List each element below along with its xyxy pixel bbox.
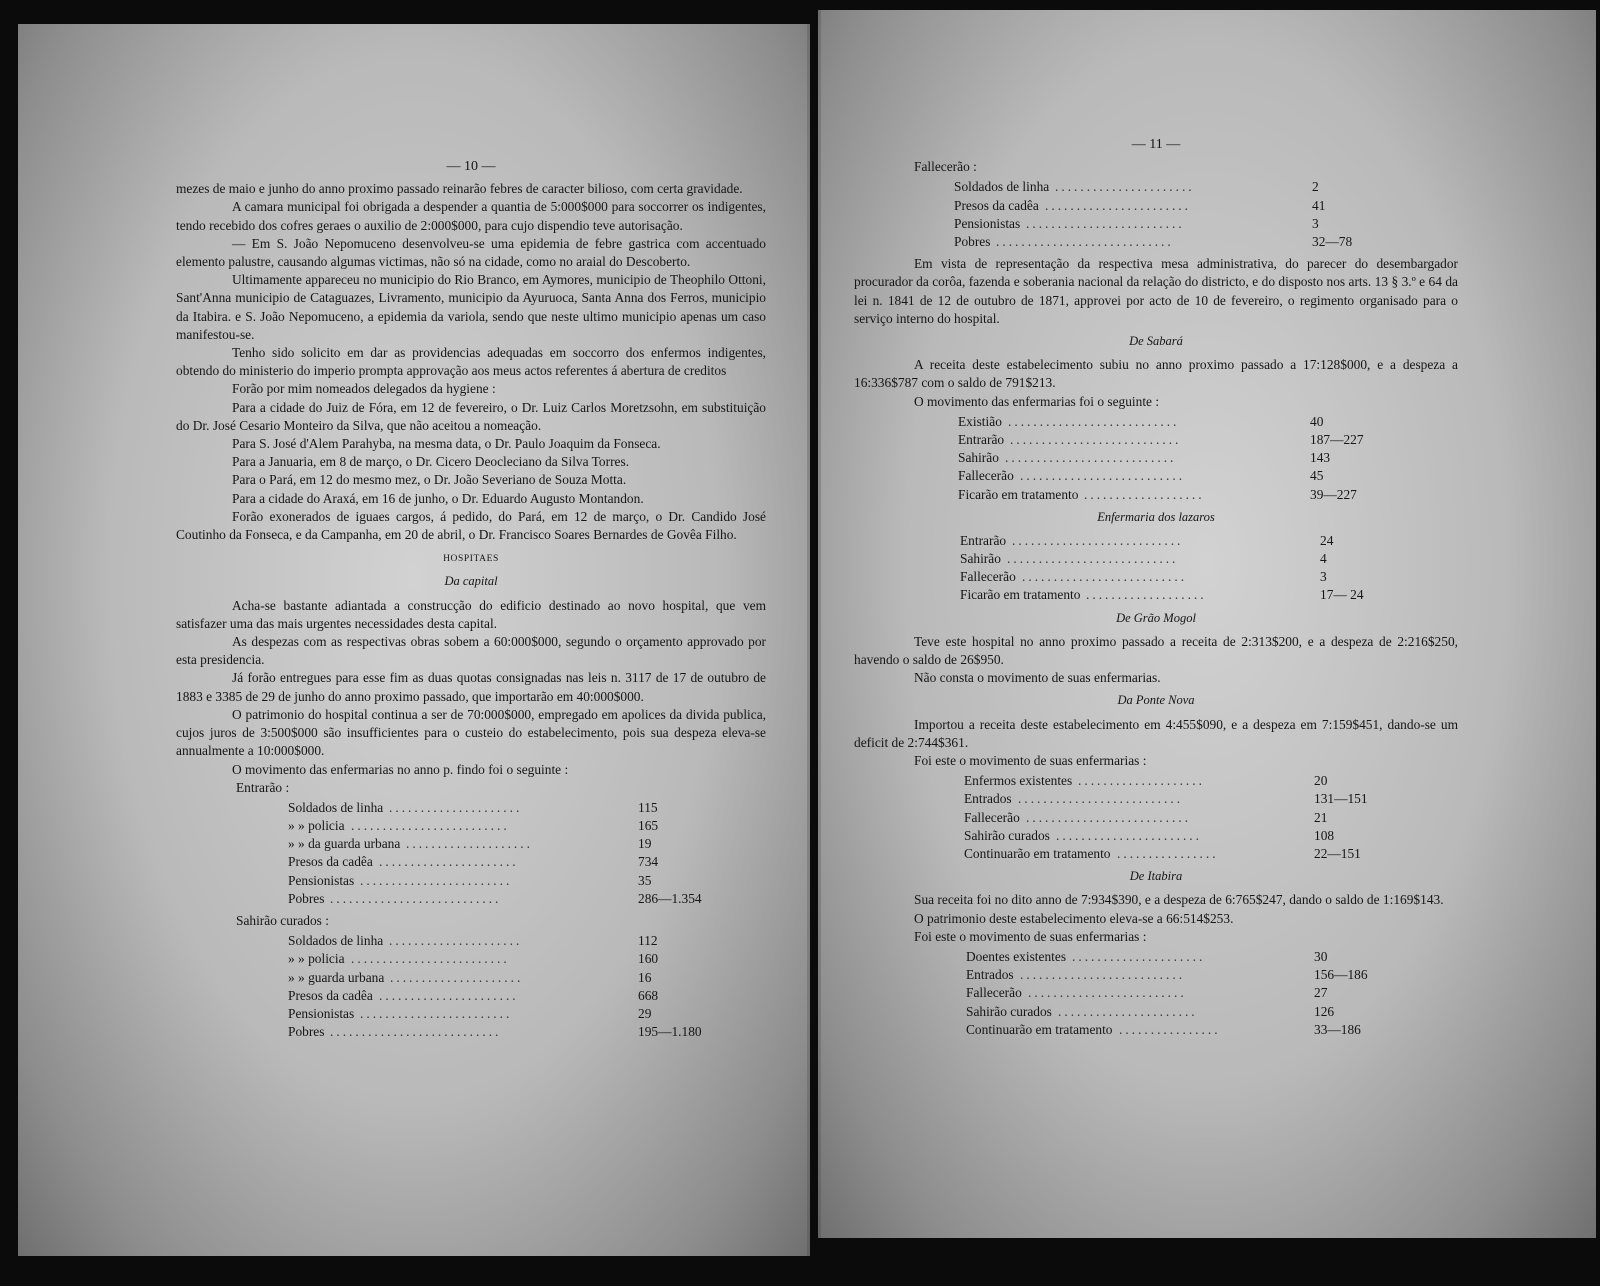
dot-leader: ................ [1119, 1021, 1221, 1037]
table-label-fallecerao: Fallecerão : [914, 159, 977, 175]
row-label: Pobres [954, 233, 991, 249]
paragraph: A camara municipal foi obrigada a despender a quantia de 5:000$000 para soccorrer os indigentes, tendo recebido dos cofres geraes o auxilio de 2:000$000, para cujo dispendio teve autorisação. [176, 199, 766, 233]
table-row [176, 987, 766, 1005]
dot-leader: ........................... [330, 1024, 502, 1040]
row-value: 3 [1320, 569, 1327, 585]
table-row [176, 835, 766, 853]
dot-leader: .................... [406, 836, 533, 852]
row-value: 45 [1310, 468, 1324, 484]
row-label: » » policia [288, 818, 345, 834]
table-row [854, 772, 1458, 790]
dot-leader: ...................... [1055, 179, 1195, 195]
paragraph: Já forão entregues para esse fim as duas quotas consignadas nas leis n. 3117 de 17 de outubro de 1883 e 3385 de 29 de junho do anno proximo passado, que importarão em 40:000$000. [176, 670, 766, 704]
paragraph: O patrimonio deste estabelecimento eleva-se a 66:514$253. [914, 910, 1234, 926]
row-label: Pobres [288, 1024, 325, 1040]
paragraph: Forão por mim nomeados delegados da hygiene : [232, 381, 496, 397]
dot-leader: .......................... [1018, 791, 1184, 807]
paragraph: Teve este hospital no anno proximo passado a receita de 2:313$200, e a despeza de 2:216$250, havendo o saldo de 26$950. [854, 633, 1458, 668]
fallecerao-table [854, 178, 1458, 251]
dot-leader: ........................... [1012, 532, 1184, 548]
ponte-nova-table [854, 772, 1458, 863]
table-row [854, 486, 1458, 504]
row-value: 131—151 [1314, 791, 1368, 807]
row-value: 39—227 [1310, 486, 1357, 502]
subsection-title: Da Ponte Nova [1117, 693, 1195, 708]
row-value: 24 [1320, 532, 1334, 548]
subsection-title: Enfermaria dos lazaros [1097, 509, 1215, 524]
row-label: Sahirão [958, 450, 999, 466]
dot-leader: ................ [1117, 846, 1219, 862]
section-title: HOSPITAES [443, 554, 499, 565]
dot-leader: ........................ [360, 1005, 513, 1021]
row-value: 143 [1310, 450, 1331, 466]
row-value: 41 [1312, 197, 1326, 213]
table-row [176, 799, 766, 817]
row-value: 16 [638, 969, 652, 985]
row-label: Entrados [966, 967, 1014, 983]
row-value: 108 [1314, 827, 1335, 843]
row-value: 160 [638, 951, 659, 967]
dot-leader: .......................... [1020, 967, 1186, 983]
table-row [854, 467, 1458, 485]
dot-leader: ........................... [1008, 413, 1180, 429]
dot-leader: ...................... [379, 854, 519, 870]
row-value: 112 [638, 933, 658, 949]
row-value: 21 [1314, 809, 1328, 825]
paragraph: Foi este o movimento de suas enfermarias : [914, 753, 1147, 769]
table-row [854, 197, 1458, 215]
row-value: 27 [1314, 985, 1328, 1001]
row-value: 32—78 [1312, 233, 1353, 249]
dot-leader: ......................... [351, 951, 510, 967]
row-label: Continuarão em tratamento [964, 846, 1111, 862]
table-row [854, 586, 1458, 604]
row-label: Enfermos existentes [964, 773, 1073, 789]
dot-leader: ........................... [1007, 551, 1179, 567]
dot-leader: ..................... [390, 969, 524, 985]
table-row [854, 233, 1458, 251]
left-page [18, 24, 810, 1256]
paragraph: Para o Pará, em 12 do mesmo mez, o Dr. João Severiano de Souza Motta. [232, 472, 627, 488]
row-label: Pensionistas [288, 1005, 355, 1021]
row-label: Entrarão [960, 532, 1007, 548]
subsection-title: De Grão Mogol [1116, 610, 1196, 625]
table-row [854, 215, 1458, 233]
row-label: Ficarão em tratamento [960, 587, 1081, 603]
page-edge [818, 10, 821, 1238]
paragraph: O patrimonio do hospital continua a ser de 70:000$000, empregado em apolices da divida publica, cujos juros de 3:500$000 são insufficientes para o custeio do estabelecimento, pois sua despeza eleva-se annualmente a 10:000$000. [176, 706, 766, 759]
row-label: Soldados de linha [954, 179, 1050, 195]
row-label: Sahirão curados [966, 1003, 1052, 1019]
row-value: 30 [1314, 949, 1328, 965]
table-row [176, 853, 766, 871]
table-row [854, 1003, 1458, 1021]
table-row [854, 966, 1458, 984]
row-value: 40 [1310, 413, 1324, 429]
table-row [176, 817, 766, 835]
row-label: Fallecerão [960, 569, 1016, 585]
sahirao-table [176, 932, 766, 1041]
row-label: Presos da cadêa [954, 197, 1039, 213]
page-number-left: — 10 — [446, 159, 496, 174]
paragraph: Para a cidade do Araxá, em 16 de junho, o Dr. Eduardo Augusto Montandon. [232, 490, 644, 506]
row-label: Pensionistas [954, 215, 1021, 231]
paragraph: Para a Januaria, em 8 de março, o Dr. Cicero Deocleciano da Silva Torres. [232, 454, 630, 470]
page-number-right: — 11 — [1131, 137, 1181, 152]
row-label: » » policia [288, 951, 345, 967]
row-label: Entrarão [958, 431, 1005, 447]
table-row [176, 950, 766, 968]
table-row [176, 890, 766, 908]
subsection-title: De Sabará [1129, 333, 1183, 348]
table-row [854, 413, 1458, 431]
dot-leader: ...................... [379, 987, 519, 1003]
table-row [854, 809, 1458, 827]
row-value: 19 [638, 836, 652, 852]
table-row [854, 550, 1458, 568]
entrarao-table [176, 799, 766, 908]
dot-leader: ........................... [1005, 450, 1177, 466]
dot-leader: ........................... [1010, 431, 1182, 447]
paragraph: Ultimamente appareceu no municipio do Rio Branco, em Aymores, municipio de Theophilo Ottoni, Sant'Anna municipio de Cataguazes, Livramento, municipio da Ayuruoca, Santa Anna dos Ferros, municipio da Itabira. e S. João Nepomuceno, a epidemia da variola, sendo que neste ultimo municipio apenas um caso manifestou-se. [176, 272, 766, 342]
table-row [176, 1023, 766, 1041]
table-row [854, 532, 1458, 550]
paragraph: — Em S. João Nepomuceno desenvolveu-se uma epidemia de febre gastrica com accentuado elemento palustre, causando algumas victimas, não só na cidade, como no araial do Descoberto. [176, 235, 766, 270]
dot-leader: ................... [1086, 587, 1207, 603]
row-label: Pobres [288, 890, 325, 906]
table-row [176, 872, 766, 890]
row-label: » » da guarda urbana [288, 836, 401, 852]
dot-leader: .......................... [1022, 569, 1188, 585]
table-row [854, 827, 1458, 845]
row-value: 165 [638, 818, 659, 834]
paragraph: Para a cidade do Juiz de Fóra, em 12 de fevereiro, o Dr. Luiz Carlos Moretzsohn, em substituição do Dr. José Cesario Monteiro da Silva, que não aceitou a nomeação. [176, 399, 766, 433]
paragraph: Tenho sido solicito em dar as providencias adequadas em soccorro dos enfermos indigentes, obtendo do ministerio do imperio prompta approvação aos meus actos referentes á abertura de creditos [176, 345, 766, 379]
row-label: Existião [958, 413, 1002, 429]
paragraph: Sua receita foi no dito anno de 7:934$390, e a despeza de 6:765$247, dando o saldo de 1:169$143. [914, 892, 1444, 908]
table-label-entrarao: Entrarão : [236, 779, 290, 795]
paragraph: Acha-se bastante adiantada a construcção do edificio destinado ao novo hospital, que vem satisfazer uma das mais urgentes necessidades desta capital. [176, 597, 766, 631]
dot-leader: ........................... [330, 890, 502, 906]
row-value: 156—186 [1314, 967, 1368, 983]
subsection-title: Da capital [444, 574, 498, 589]
row-label: » » guarda urbana [288, 969, 385, 985]
dot-leader: ..................... [389, 799, 523, 815]
dot-leader: ......................... [1026, 215, 1185, 231]
left-page-body [176, 158, 766, 1045]
row-value: 195—1.180 [638, 1024, 702, 1040]
dot-leader: ......................... [351, 818, 510, 834]
lazaros-table [854, 532, 1458, 605]
row-label: Fallecerão [958, 468, 1014, 484]
row-value: 29 [638, 1005, 652, 1021]
paragraph: O movimento das enfermarias foi o seguinte : [914, 393, 1160, 409]
paragraph: Importou a receita deste estabelecimento em 4:455$090, e a despeza em 7:159$451, dando-se um deficit de 2:744$361. [854, 716, 1458, 750]
table-row [854, 449, 1458, 467]
table-row [854, 1021, 1458, 1039]
row-value: 286—1.354 [638, 890, 702, 906]
row-label: Soldados de linha [288, 799, 384, 815]
paragraph: mezes de maio e junho do anno proximo passado reinarão febres de caracter bilioso, com certa gravidade. [176, 181, 743, 197]
row-value: 126 [1314, 1003, 1335, 1019]
row-value: 2 [1312, 179, 1319, 195]
paragraph: Não consta o movimento de suas enfermarias. [914, 670, 1161, 686]
row-label: Fallecerão [966, 985, 1022, 1001]
dot-leader: ......................... [1028, 985, 1187, 1001]
table-row [854, 568, 1458, 586]
dot-leader: ..................... [389, 933, 523, 949]
subsection-title: De Itabira [1129, 869, 1183, 884]
dot-leader: ....................... [1045, 197, 1191, 213]
row-label: Entrados [964, 791, 1012, 807]
table-row [854, 984, 1458, 1002]
dot-leader: .......................... [1020, 468, 1186, 484]
itabira-table [854, 948, 1458, 1039]
dot-leader: ....................... [1056, 827, 1202, 843]
row-value: 4 [1320, 551, 1327, 567]
row-value: 115 [638, 799, 658, 815]
dot-leader: ................... [1084, 486, 1205, 502]
row-value: 17— 24 [1320, 587, 1364, 603]
row-label: Soldados de linha [288, 933, 384, 949]
row-value: 3 [1312, 215, 1319, 231]
paragraph: As despezas com as respectivas obras sobem a 60:000$000, segundo o orçamento approvado por esta presidencia. [176, 634, 766, 668]
dot-leader: ...................... [1058, 1003, 1198, 1019]
table-row [176, 969, 766, 987]
row-label: Sahirão curados [964, 827, 1050, 843]
table-row [854, 431, 1458, 449]
paragraph: Foi este o movimento de suas enfermarias : [914, 928, 1147, 944]
table-row [854, 178, 1458, 196]
row-label: Continuarão em tratamento [966, 1021, 1113, 1037]
dot-leader: ........................ [360, 872, 513, 888]
row-value: 35 [638, 872, 652, 888]
row-label: Pensionistas [288, 872, 355, 888]
sabara-table [854, 413, 1458, 504]
row-value: 33—186 [1314, 1021, 1361, 1037]
dot-leader: .................... [1078, 773, 1205, 789]
right-page-body [854, 136, 1458, 1043]
table-row [176, 1005, 766, 1023]
table-row [854, 845, 1458, 863]
row-label: Presos da cadêa [288, 854, 373, 870]
row-label: Doentes existentes [966, 949, 1067, 965]
table-row [176, 932, 766, 950]
dot-leader: .......................... [1026, 809, 1192, 825]
row-value: 734 [638, 854, 659, 870]
row-label: Sahirão [960, 551, 1001, 567]
row-value: 668 [638, 987, 659, 1003]
row-value: 20 [1314, 773, 1328, 789]
right-page [818, 10, 1596, 1238]
page-edge [807, 24, 810, 1256]
paragraph: Forão exonerados de iguaes cargos, á pedido, do Pará, em 12 de março, o Dr. Candido José Coutinho da Fonseca, e da Campanha, em 20 de abril, o Dr. Francisco Soares Bernardes de Govêa Filho. [176, 508, 766, 543]
row-label: Ficarão em tratamento [958, 486, 1079, 502]
row-label: Presos da cadêa [288, 987, 373, 1003]
row-value: 187—227 [1310, 431, 1364, 447]
dot-leader: ..................... [1072, 949, 1206, 965]
dot-leader: ............................ [996, 233, 1174, 249]
table-row [854, 790, 1458, 808]
paragraph: A receita deste estabelecimento subiu no anno proximo passado a 17:128$000, e a despeza a 16:336$787 com o saldo de 791$213. [854, 357, 1458, 391]
paragraph: Para S. José d'Alem Parahyba, na mesma data, o Dr. Paulo Joaquim da Fonseca. [232, 436, 661, 452]
table-row [854, 948, 1458, 966]
row-label: Fallecerão [964, 809, 1020, 825]
paragraph: O movimento das enfermarias no anno p. findo foi o seguinte : [232, 761, 569, 777]
paragraph: Em vista de representação da respectiva mesa administrativa, do parecer do desembargador procurador da corôa, fazenda e soberania nacional da relação do districto, e do disposto nos arts. 13 § 3.º e 64 da lei n. 1841 de 12 de outubro de 1871, approvei por acto de 10 de fevereiro, o regimento organisado para o serviço interno do hospital. [854, 256, 1458, 326]
row-value: 22—151 [1314, 846, 1361, 862]
table-label-sahirao: Sahirão curados : [236, 913, 329, 929]
